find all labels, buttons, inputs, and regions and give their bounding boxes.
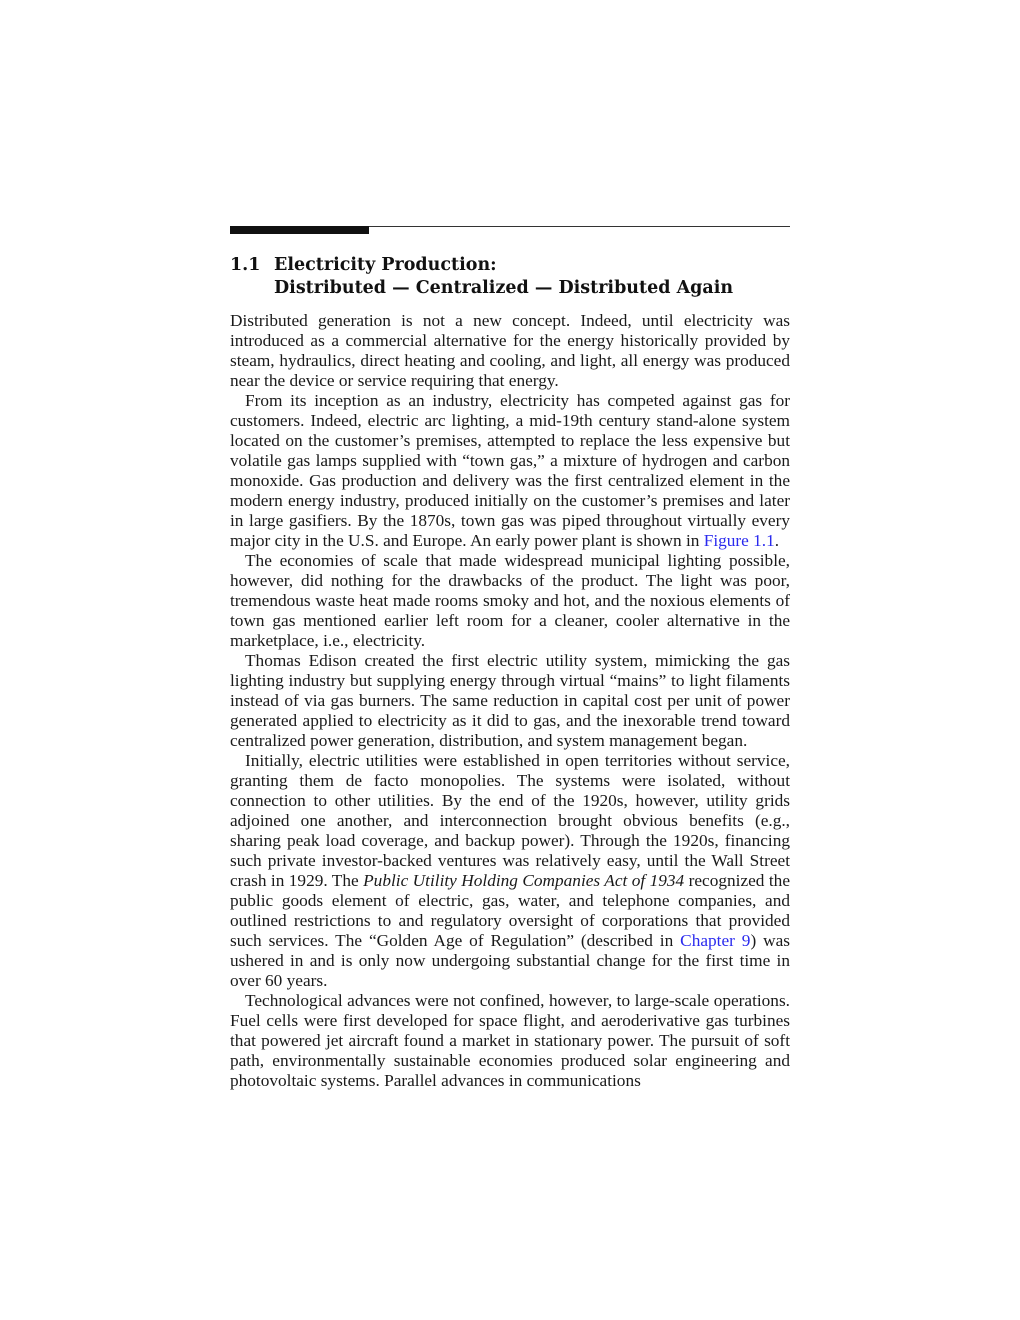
section-rule-thin-line [369, 226, 790, 227]
section-heading-line-1 [230, 254, 790, 277]
body-text [230, 311, 790, 1091]
paragraph-5 [230, 751, 790, 991]
paragraph-3: The economies of scale that made widespread municipal lighting possible, however, did nothing for the drawbacks of the product. The light was poor, tremendous waste heat made rooms smoky and hot, and the noxious elements of town gas mentioned earlier left room for a cleaner, cooler alternative in the marketplace, i.e., electricity. [230, 551, 790, 650]
section-rule [230, 226, 790, 234]
paragraph-4: Thomas Edison created the first electric utility system, mimicking the gas lighting industry but supplying energy through virtual “mains” to light filaments instead of via gas burners. The same reduction in capital cost per unit of power generated applied to electricity as it did to gas, and the inexorable trend toward centralized power generation, distribution, and system management began. [230, 651, 790, 750]
figure-1-1-link[interactable]: Figure 1.1 [703, 531, 775, 550]
section-number: 1.1 [230, 255, 261, 275]
section-rule-thick-bar [230, 226, 369, 234]
paragraph-5-end: ) was ushered in and is only now undergoing substantial change for the first time in over 60 years. [230, 931, 790, 990]
section-heading [230, 254, 790, 300]
act-title: Public Utility Holding Companies Act of 1934 [363, 871, 685, 890]
paragraph-1: Distributed generation is not a new concept. Indeed, until electricity was introduced as a commercial alternative for the energy historically provided by steam, hydraulics, direct heating and cooling, and light, all energy was produced near the device or service requiring that energy. [230, 311, 790, 390]
paragraph-5-middle: recognized the public goods element of electric, gas, water, and telephone companies, and outlined restrictions to and regulatory oversight of corporations that provided such services. The “Golden Age of Regulation” (described in [230, 871, 790, 950]
paragraph-2-end: . [774, 531, 780, 550]
section-title-line-1: Electricity Production: [274, 255, 497, 275]
paragraph-2 [230, 391, 790, 551]
paragraph-6: Technological advances were not confined, however, to large-scale operations. Fuel cells were first developed for space flight, and aeroderivative gas turbines that powered jet aircraft found a market in stationary power. The pursuit of soft path, environmentally sustainable economies produced solar engineering and photovoltaic systems. Parallel advances in communications [230, 991, 790, 1090]
section-title-line-2: Distributed — Centralized — Distributed Again [274, 278, 734, 298]
paragraph-5-text: Initially, electric utilities were established in open territories without service, granting them de facto monopolies. The systems were isolated, without connection to other utilities. By the end of the 1920s, however, utility grids adjoined one another, and interconnection brought obvious benefits (e.g., sharing peak load coverage, and backup power). Through the 1920s, financing such private investor-backed ventures was relatively easy, until the Wall Street crash in 1929. The [230, 751, 790, 890]
paragraph-2-text: From its inception as an industry, electricity has competed against gas for customers. Indeed, electric arc lighting, a mid-19th century stand-alone system located on the customer’s premises, attempted to replace the less expensive but volatile gas lamps supplied with “town gas,” a mixture of hydrogen and carbon monoxide. Gas production and delivery was the first centralized element in the modern energy industry, produced initially on the customer’s premises and later in large gasifiers. By the 1870s, town gas was piped throughout virtually every major city in the U.S. and Europe. An early power plant is shown in [230, 391, 790, 550]
chapter-9-link[interactable]: Chapter 9 [680, 931, 751, 950]
section-heading-line-2 [230, 277, 790, 300]
